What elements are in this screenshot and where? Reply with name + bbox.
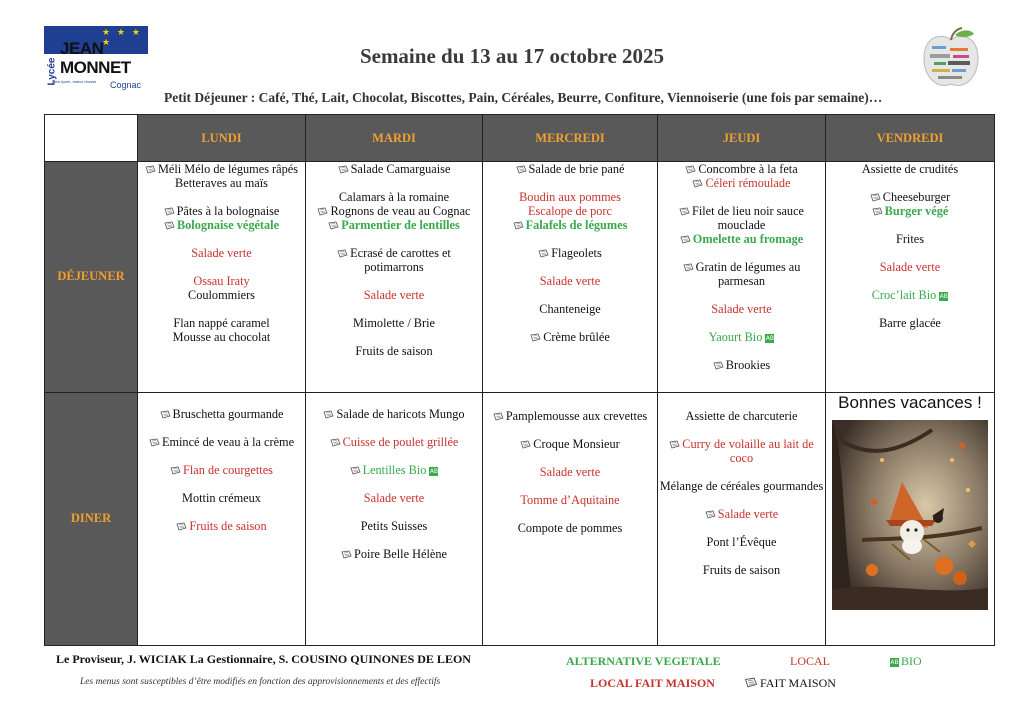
fait-maison-icon <box>164 207 175 216</box>
menu-item: Concombre à la feta <box>658 162 825 176</box>
diner-vendredi <box>826 392 995 645</box>
menu-item-local-fait-maison: Curry de volaille au lait de coco <box>658 437 825 465</box>
menu-item: Gratin de légumes au parmesan <box>658 260 825 288</box>
dejeuner-vendredi <box>826 162 995 392</box>
fait-maison-icon <box>705 510 716 519</box>
menu-item: Bruschetta gourmande <box>138 407 305 421</box>
menu-item: Calamars à la romaine <box>338 190 450 205</box>
fait-maison-icon <box>680 235 691 244</box>
days-header-row <box>45 115 995 162</box>
breakfast-line: Petit Déjeuner : Café, Thé, Lait, Chocolat, Biscottes, Pain, Céréales, Beurre, Confiture, Viennoiserie (une fois par semaine)… <box>164 90 883 105</box>
fait-maison-icon <box>350 466 361 475</box>
menu-item: Crème brûlée <box>483 330 657 344</box>
menu-item: Flan nappé caramel <box>173 316 270 331</box>
menu-item: Pâtes à la bolognaise <box>138 204 305 218</box>
menu-item: Barre glacée <box>879 316 941 331</box>
menu-item-vegetal: Omelette au fromage <box>658 232 825 246</box>
menu-item-local: Escalope de porc <box>528 204 612 219</box>
menu-item-local-fait-maison: Fruits de saison <box>138 519 305 533</box>
menu-item: Fruits de saison <box>702 562 781 577</box>
legend-bio: AB BIO <box>890 654 922 668</box>
logo-town: Cognac <box>110 80 142 90</box>
diner-row <box>45 392 995 645</box>
menu-item-local: Salade verte <box>363 490 425 505</box>
menu-item-local: Salade verte <box>711 302 772 317</box>
fait-maison-icon <box>516 165 527 174</box>
fait-maison-icon <box>145 165 156 174</box>
menu-item: Mottin crémeux <box>182 490 261 505</box>
menu-item-local: Salade verte <box>191 246 252 261</box>
legend-local-fait-maison: LOCAL FAIT MAISON <box>590 676 715 690</box>
corner-cell <box>45 115 138 162</box>
day-header-jeudi: JEUDI <box>658 115 826 162</box>
fait-maison-icon <box>341 550 352 559</box>
menu-item: Pont l’Évêque <box>706 534 777 549</box>
fait-maison-icon <box>713 361 724 370</box>
bio-icon: AB <box>890 659 899 666</box>
menu-item: Chanteneige <box>539 302 601 317</box>
dejeuner-lundi <box>138 162 306 392</box>
day-header-mercredi: MERCREDI <box>483 115 658 162</box>
menu-item-local: Tomme d’Aquitaine <box>520 492 620 507</box>
fait-maison-icon <box>513 221 524 230</box>
logo-lycee-text: Lycée <box>46 57 58 86</box>
logo-tagline: Bien lycée, mieux réussir <box>52 79 97 84</box>
fait-maison-icon <box>870 193 881 202</box>
menu-item: Coulommiers <box>188 288 255 303</box>
fait-maison-icon <box>317 207 328 216</box>
logo-monnet-text: MONNET <box>60 58 131 77</box>
menu-item: Salade Camarguaise <box>306 162 482 176</box>
fait-maison-icon <box>160 410 171 419</box>
fait-maison-icon <box>669 440 680 449</box>
menu-item: Salade de haricots Mungo <box>306 407 482 421</box>
menu-item: Ecrasé de carottes et potimarrons <box>306 246 482 274</box>
legend-local: LOCAL <box>790 654 830 668</box>
fait-maison-icon <box>692 179 703 188</box>
menu-item-bio: Croc’lait Bio AB <box>871 288 948 303</box>
menu-item: Betteraves au maïs <box>175 176 268 191</box>
menu-item-local-fait-maison: Cuisse de poulet grillée <box>306 435 482 449</box>
fait-maison-icon <box>679 207 690 216</box>
row-label-diner: DINER <box>45 392 138 645</box>
diner-jeudi <box>658 392 826 645</box>
menu-item-local: Boudin aux pommes <box>519 190 621 205</box>
fait-maison-icon <box>338 165 349 174</box>
menu-item: Petits Suisses <box>360 518 428 533</box>
bio-icon: AB <box>429 467 439 475</box>
menu-item: Emincé de veau à la crème <box>138 435 305 449</box>
eu-stars-icon: ★ ★ ★ ★ <box>102 28 142 48</box>
day-header-vendredi: VENDREDI <box>826 115 995 162</box>
legend-alternative-vegetale: ALTERNATIVE VEGETALE <box>566 654 721 668</box>
menu-item: Mimolette / Brie <box>353 316 435 331</box>
fait-maison-icon <box>538 249 549 258</box>
menu-item: Flageolets <box>483 246 657 260</box>
menu-item: Mélange de céréales gourmandes <box>659 478 824 493</box>
fait-maison-icon <box>872 207 883 216</box>
menu-item: Assiette de crudités <box>861 162 959 177</box>
row-label-dejeuner: DÉJEUNER <box>45 162 138 392</box>
bio-icon: AB <box>939 293 948 301</box>
menu-item-local-fait-maison: Flan de courgettes <box>138 463 305 477</box>
menu-item-vegetal: Bolognaise végétale <box>138 218 305 232</box>
menu-item-vegetal: Falafels de légumes <box>483 218 657 232</box>
menu-item: Brookies <box>658 358 825 372</box>
menu-item: Fruits de saison <box>355 344 433 359</box>
fait-maison-icon <box>337 249 348 258</box>
menu-item-local-fait-maison: Salade verte <box>658 507 825 521</box>
menu-item-bio: Lentilles Bio AB <box>306 463 482 477</box>
fait-maison-icon <box>323 410 334 419</box>
menu-item: Croque Monsieur <box>483 437 657 451</box>
menu-item: Mousse au chocolat <box>172 330 271 345</box>
signatures: Le Proviseur, J. WICIAK La Gestionnaire, S. COUSINO QUINONES DE LEON <box>56 652 471 666</box>
menu-item-vegetal: Parmentier de lentilles <box>306 218 482 232</box>
fait-maison-icon <box>493 412 504 421</box>
fait-maison-icon <box>520 440 531 449</box>
menu-item: Salade de brie pané <box>483 162 657 176</box>
vacation-message: Bonnes vacances ! <box>838 392 982 412</box>
menu-item: Assiette de charcuterie <box>685 408 798 423</box>
logo-jean-text: JEAN <box>60 39 104 58</box>
diner-mardi <box>306 392 483 645</box>
menu-item: Poire Belle Hélène <box>306 547 482 561</box>
fait-maison-icon <box>149 438 160 447</box>
fait-maison-icon <box>170 466 181 475</box>
disclaimer-note: Les menus sont susceptibles d’être modifiés en fonction des approvisionnements et des effectifs <box>80 677 441 687</box>
menu-item: Frites <box>895 232 924 247</box>
dejeuner-mercredi <box>483 162 658 392</box>
legend-fait-maison: FAIT MAISON <box>744 676 836 691</box>
fait-maison-icon <box>164 221 175 230</box>
menu-item: Pamplemousse aux crevettes <box>483 409 657 423</box>
menu-item: Cheeseburger <box>826 190 994 204</box>
diner-mercredi <box>483 392 658 645</box>
fait-maison-icon <box>683 263 694 272</box>
dejeuner-row <box>45 162 995 392</box>
fait-maison-icon <box>176 522 187 531</box>
menu-item-local: Ossau Iraty <box>193 274 250 289</box>
day-header-mardi: MARDI <box>306 115 483 162</box>
menu-item-vegetal: Burger végé <box>826 204 994 218</box>
dejeuner-mardi <box>306 162 483 392</box>
halloween-wizard-illustration <box>832 420 988 610</box>
menu-table <box>44 114 995 646</box>
diner-lundi <box>138 392 306 645</box>
fait-maison-icon <box>330 438 341 447</box>
menu-item: Rognons de veau au Cognac <box>306 204 482 218</box>
menu-item: Méli Mélo de légumes râpés <box>138 162 305 176</box>
menu-item-local: Salade verte <box>363 288 425 303</box>
day-header-lundi: LUNDI <box>138 115 306 162</box>
bio-icon: AB <box>765 335 774 343</box>
fait-maison-icon <box>328 221 339 230</box>
menu-item-local: Salade verte <box>879 260 941 275</box>
menu-item-local-fait-maison: Céleri rémoulade <box>658 176 825 190</box>
menu-item-local: Salade verte <box>539 274 601 289</box>
menu-item-local: Salade verte <box>539 464 601 479</box>
fait-maison-icon <box>685 165 696 174</box>
fait-maison-icon <box>530 333 541 342</box>
menu-item-bio: Yaourt Bio AB <box>708 330 774 345</box>
fait-maison-icon <box>744 677 758 688</box>
menu-item: Compote de pommes <box>517 520 623 535</box>
dejeuner-jeudi <box>658 162 826 392</box>
menu-item: Filet de lieu noir sauce mouclade <box>658 204 825 232</box>
page-title: Semaine du 13 au 17 octobre 2025 <box>359 44 665 68</box>
